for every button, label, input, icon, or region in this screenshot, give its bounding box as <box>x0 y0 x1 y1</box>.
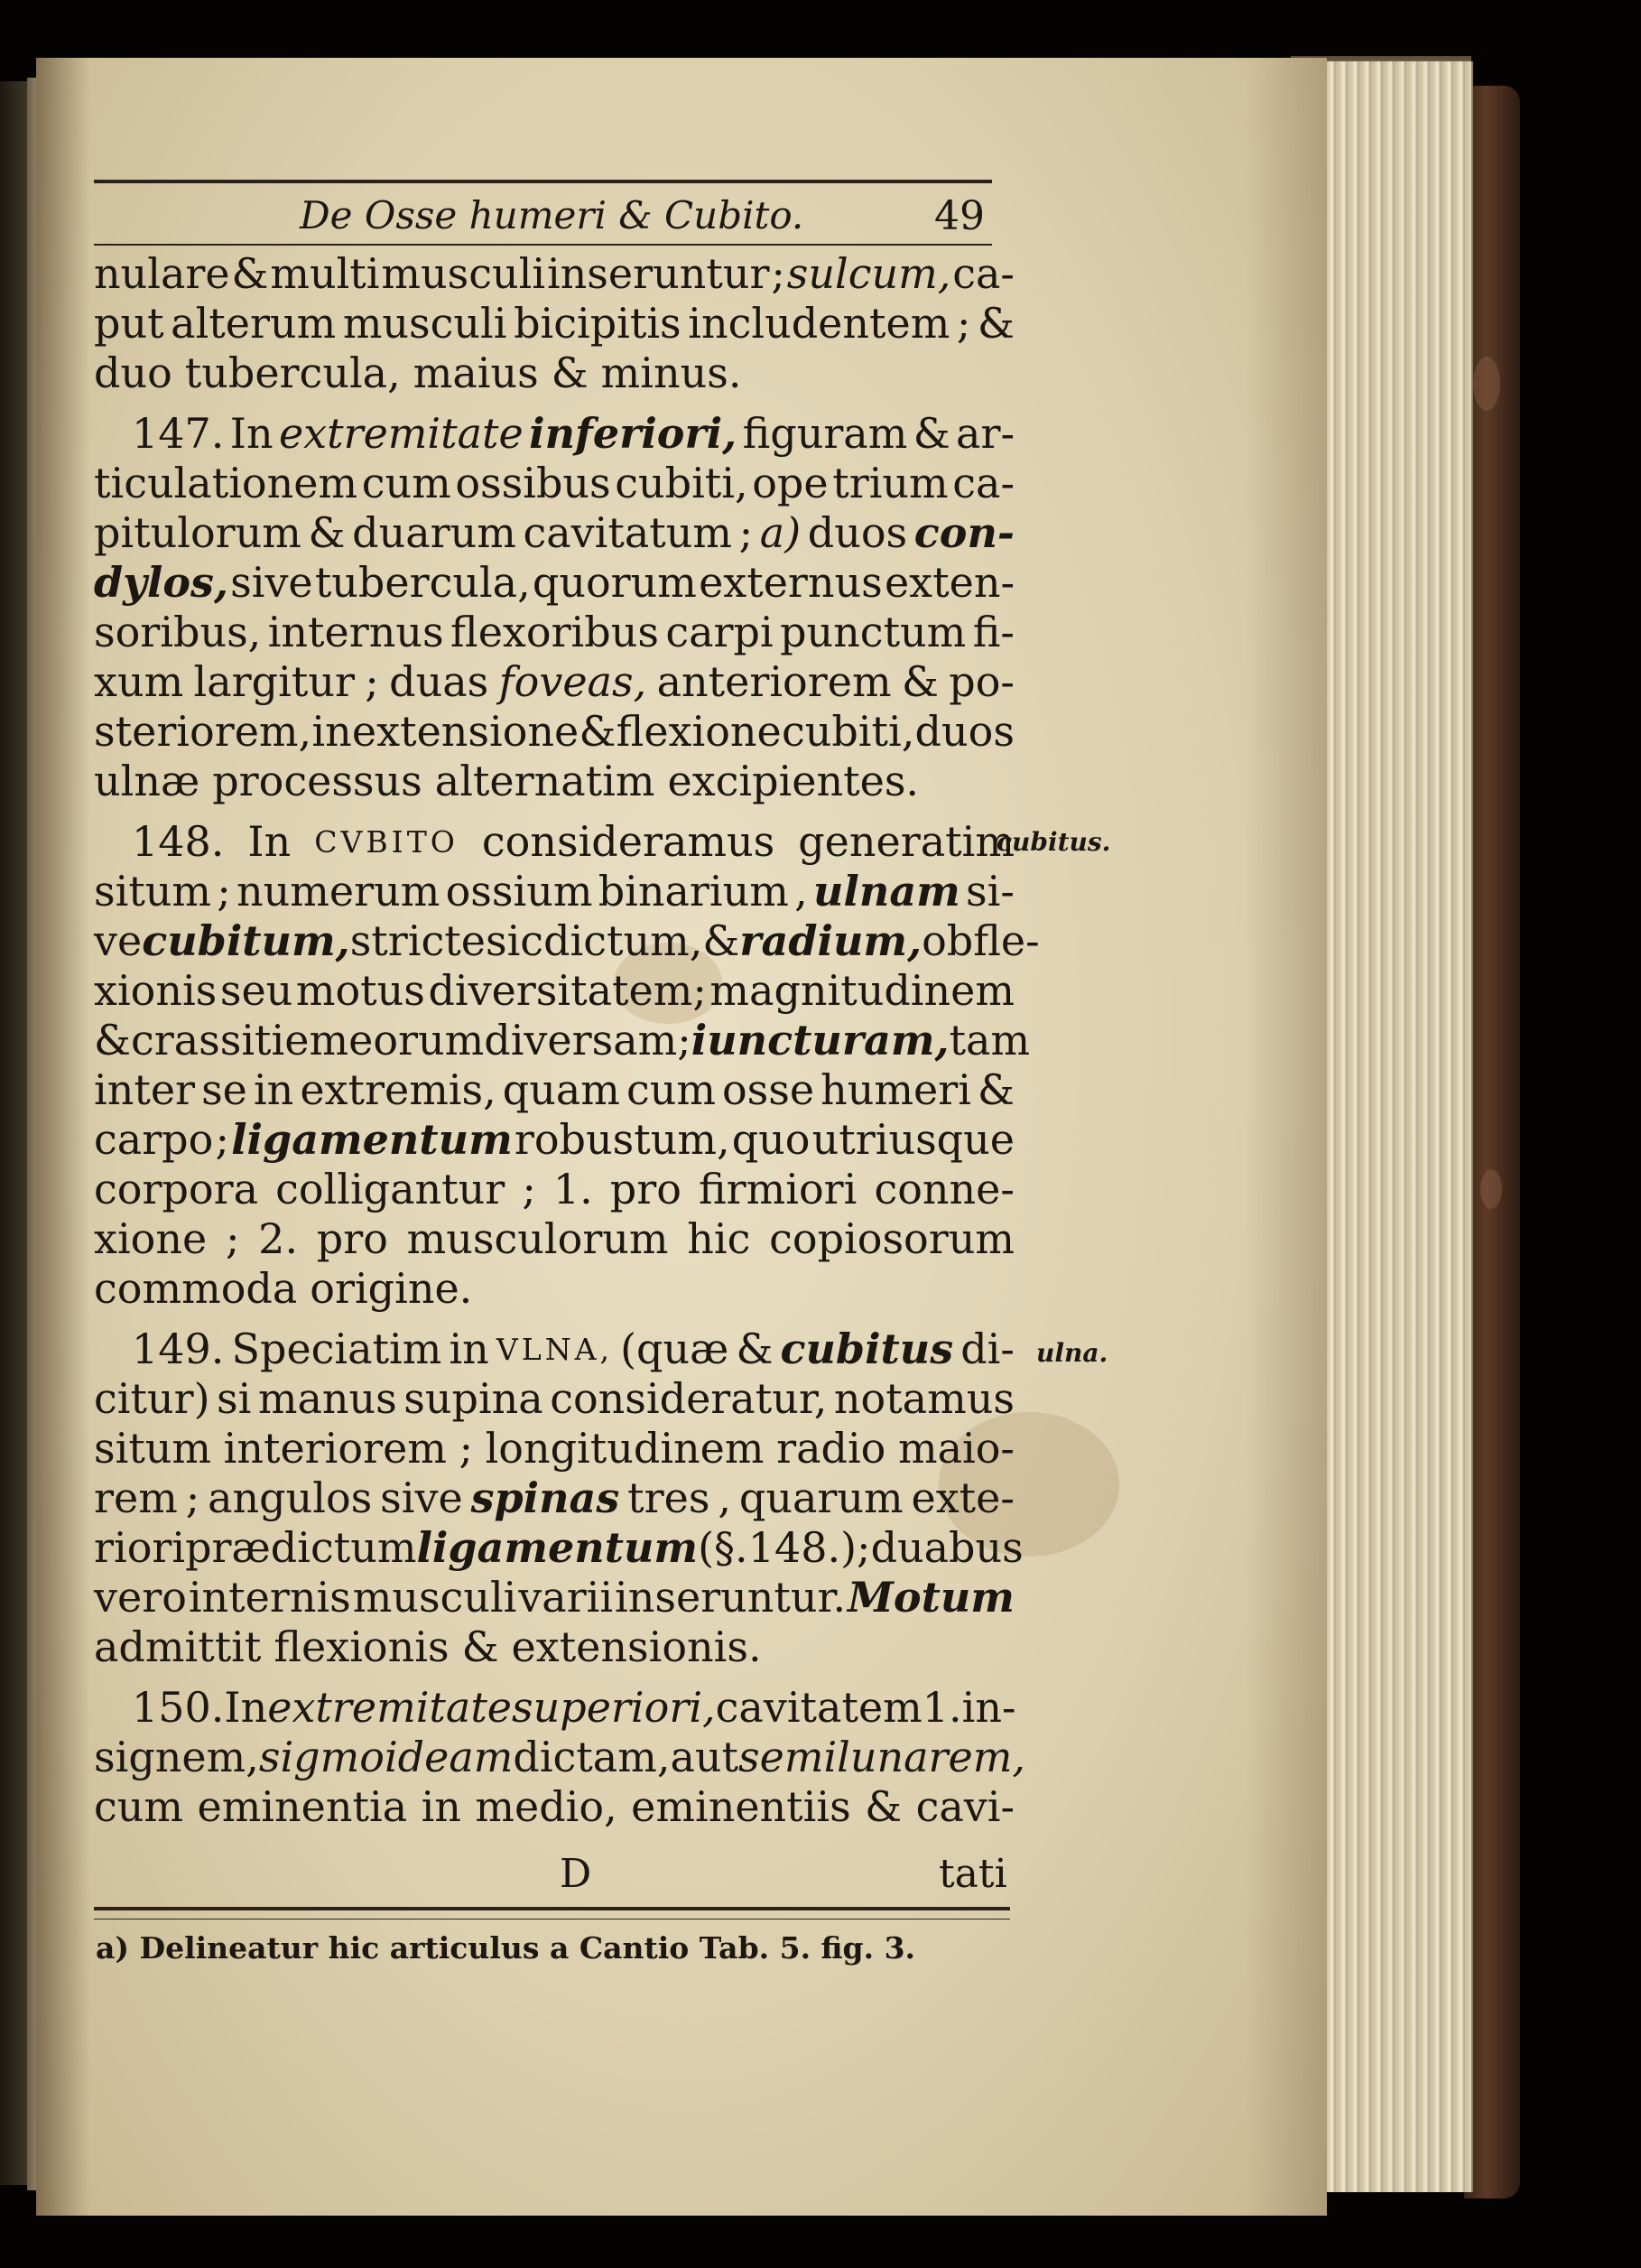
word: ); <box>840 1523 871 1572</box>
text-line <box>94 1523 1024 1573</box>
word: put <box>94 299 164 348</box>
word: multi <box>270 249 380 298</box>
page-curl-shadow <box>1246 58 1327 2216</box>
word: situm <box>94 1424 212 1473</box>
word: 147. <box>132 409 225 458</box>
word: si- <box>966 867 1015 916</box>
word: citur) <box>94 1374 210 1423</box>
word: & <box>579 707 617 756</box>
text-line <box>94 558 1015 608</box>
word: figuram <box>742 409 908 458</box>
paragraph-gap <box>94 1672 1015 1683</box>
text-line <box>94 1016 1031 1065</box>
header-rule <box>94 180 992 183</box>
word: 2. <box>258 1214 299 1263</box>
word: tubercula, <box>314 558 531 607</box>
word: duarum <box>352 508 516 557</box>
word: quarum <box>738 1473 904 1522</box>
word: pro <box>316 1214 388 1263</box>
word: & <box>231 249 269 298</box>
word: rem <box>94 1473 178 1522</box>
word: consideratur, <box>550 1374 828 1423</box>
word: ar- <box>956 409 1015 458</box>
word: aut <box>670 1733 738 1781</box>
word: commoda <box>94 1264 298 1313</box>
text-line <box>94 1622 1015 1672</box>
word: xum <box>94 657 184 706</box>
word: ; <box>459 1424 473 1473</box>
word: & <box>977 1065 1015 1114</box>
word: carpo <box>94 1115 214 1164</box>
word: & <box>461 1622 499 1671</box>
word: largitur <box>193 657 355 706</box>
word: eorum <box>348 1016 485 1064</box>
word: , <box>656 1733 671 1781</box>
word: duos <box>914 707 1015 756</box>
word: ossibus <box>455 459 611 507</box>
word: firmiori <box>698 1165 858 1213</box>
word: generatim <box>798 817 1015 866</box>
text-line <box>94 707 1015 757</box>
word: magnitudinem <box>709 966 1015 1015</box>
word: cum <box>626 1065 716 1114</box>
word: ve <box>94 916 143 965</box>
word: dictam <box>513 1733 657 1781</box>
text-line <box>94 1115 1015 1165</box>
footnote: a) Delineatur hic articulus a Cantio Tab. 5. fig. 3. <box>96 1930 916 1966</box>
word: tam <box>949 1016 1031 1064</box>
word: 1. <box>922 1683 962 1732</box>
word: longitudinem <box>485 1424 765 1473</box>
word: duabus <box>870 1523 1024 1572</box>
word: extremitate <box>267 1683 513 1732</box>
word: musculorum <box>406 1214 669 1263</box>
word: , <box>718 1473 731 1522</box>
word: ; <box>522 1165 536 1213</box>
margin-note-ulna: ulna. <box>1036 1338 1108 1368</box>
word: xionis <box>94 966 218 1015</box>
word: ; <box>217 867 231 916</box>
word: numerum <box>236 867 440 916</box>
word: & <box>977 299 1015 348</box>
word: si <box>217 1374 252 1423</box>
word: ulnam <box>812 867 960 916</box>
word: flexione <box>616 707 782 756</box>
word: prædictum <box>185 1523 417 1572</box>
gutter-shadow <box>36 58 90 2216</box>
text-line <box>94 299 1015 349</box>
word: dylos, <box>94 558 228 607</box>
word: stricte <box>349 916 486 965</box>
word: a) <box>759 508 802 557</box>
word: (quæ <box>620 1325 729 1373</box>
word: tubercula, <box>184 349 401 397</box>
word: In <box>224 1683 268 1732</box>
word: humeri <box>820 1065 971 1114</box>
word: di- <box>960 1325 1015 1373</box>
word: in <box>311 707 352 756</box>
text-line <box>94 608 1015 657</box>
word: ope <box>752 459 829 507</box>
word: ; <box>738 508 754 557</box>
word: inseruntur <box>546 249 770 298</box>
word: ticulationem <box>94 459 358 507</box>
word: cubitus <box>780 1325 954 1373</box>
word: admittit <box>94 1622 262 1671</box>
text-line <box>94 1424 1015 1473</box>
word: alternatim <box>434 757 655 805</box>
word: binarium <box>598 867 789 916</box>
text-line <box>94 757 1015 806</box>
word: radium, <box>739 916 922 965</box>
word: 149. <box>132 1325 225 1373</box>
word: cum <box>361 459 451 507</box>
word: con- <box>913 508 1015 557</box>
word: duo <box>94 349 172 397</box>
word: Motum <box>848 1573 1015 1622</box>
word: sive <box>230 558 313 607</box>
text-line <box>94 409 1015 459</box>
word: & <box>94 1016 131 1064</box>
word: se <box>201 1065 247 1114</box>
word: eminentiis <box>631 1782 851 1831</box>
word: Speciatim <box>231 1325 442 1373</box>
text-line <box>94 249 1015 299</box>
text-line <box>94 916 1040 966</box>
word: & <box>901 657 939 706</box>
word: extremis, <box>300 1065 496 1114</box>
word: varii <box>518 1573 614 1622</box>
word: copiosorum <box>769 1214 1015 1263</box>
text-line <box>94 1782 1015 1832</box>
text-line <box>94 1733 1026 1782</box>
text-line <box>94 508 1015 558</box>
word: manus <box>257 1374 397 1423</box>
word: utriusque <box>811 1115 1015 1164</box>
text-line <box>94 867 1015 916</box>
word: motus <box>295 966 425 1015</box>
header-underline <box>94 244 992 246</box>
word: in- <box>961 1683 1016 1732</box>
word: cavitatum <box>523 508 733 557</box>
word: ; <box>677 1016 691 1064</box>
word: punctum <box>780 608 967 656</box>
text-line <box>94 657 1015 707</box>
word: VLNA, <box>496 1332 614 1367</box>
word: bicipitis <box>514 299 681 348</box>
page-number: 49 <box>934 193 985 239</box>
word: seu <box>219 966 293 1015</box>
word: & <box>736 1325 774 1373</box>
word: internis <box>188 1573 351 1622</box>
word: quam <box>502 1065 620 1114</box>
word: processus <box>212 757 422 805</box>
word: ca- <box>952 459 1015 507</box>
word: exte- <box>911 1473 1015 1522</box>
word: foveas, <box>498 657 647 706</box>
word: supina <box>403 1374 543 1423</box>
cover-wear <box>1473 357 1500 411</box>
word: anteriorem <box>656 657 892 706</box>
word: quo <box>731 1115 811 1164</box>
word: situm <box>94 867 212 916</box>
word: pitulorum <box>94 508 301 557</box>
word: 148. <box>132 817 225 866</box>
word: ; <box>365 657 379 706</box>
word: vero <box>94 1573 187 1622</box>
footnote-rule <box>94 1907 1010 1910</box>
word: ; <box>185 1473 200 1522</box>
text-line <box>94 349 1015 398</box>
word: nulare <box>94 249 230 298</box>
word: in <box>421 1782 461 1831</box>
paragraph-gap <box>94 806 1015 817</box>
word: ca- <box>952 249 1015 298</box>
word: cubitum, <box>142 916 350 965</box>
word: flexionis <box>274 1622 450 1671</box>
word: interiorem <box>223 1424 447 1473</box>
text-line <box>94 966 1015 1016</box>
word: medio, <box>475 1782 617 1831</box>
word: ; <box>956 299 971 348</box>
text-line <box>94 817 1015 867</box>
word: diversitatem; <box>428 966 707 1015</box>
word: trium <box>832 459 949 507</box>
word: consideramus <box>481 817 775 866</box>
word: osse <box>721 1065 815 1114</box>
word: alterum <box>171 299 337 348</box>
word: musculi <box>342 299 507 348</box>
word: xione <box>94 1214 208 1263</box>
word: CVBITO <box>314 824 459 860</box>
word: externus <box>699 558 883 607</box>
word: duas <box>389 657 489 706</box>
text-line <box>94 459 1015 508</box>
margin-note-cubitus: cubitus. <box>997 827 1111 857</box>
paragraph-gap <box>94 1314 1015 1325</box>
word: cavi- <box>915 1782 1015 1831</box>
word: corpora <box>94 1165 259 1213</box>
word: crassitiem <box>130 1016 349 1064</box>
word: colligantur <box>275 1165 505 1213</box>
word: ; <box>225 1214 240 1263</box>
word: origine. <box>310 1264 473 1313</box>
word: includentem <box>688 299 950 348</box>
running-title: De Osse humeri & Cubito. <box>300 193 804 237</box>
word: ulnæ <box>94 757 200 805</box>
catchword: tati <box>939 1851 1007 1897</box>
signature-mark: D <box>560 1851 592 1897</box>
word: extensione <box>351 707 579 756</box>
body-text <box>94 249 1040 1832</box>
word: duos <box>807 508 908 557</box>
word: , <box>794 867 808 916</box>
word: steriorem, <box>94 707 312 756</box>
word: po- <box>949 657 1015 706</box>
word: quorum <box>532 558 697 607</box>
word: & <box>913 409 950 458</box>
word: ligamentum <box>416 1523 699 1572</box>
text-line <box>94 1374 1015 1424</box>
word: maius <box>413 349 539 397</box>
word: & <box>308 508 346 557</box>
word: inseruntur. <box>615 1573 847 1622</box>
word: 150. <box>132 1683 225 1732</box>
word: fle- <box>973 916 1040 965</box>
word: & <box>551 349 589 397</box>
word: ; <box>771 249 785 298</box>
word: flexoribus <box>450 608 659 656</box>
word: maio- <box>897 1424 1015 1473</box>
word: extremitate <box>278 409 524 458</box>
word: ; <box>215 1115 229 1164</box>
word: , <box>246 1733 259 1781</box>
word: minus. <box>600 349 742 397</box>
word: dictum, <box>543 916 703 965</box>
word: robustum, <box>514 1115 730 1164</box>
word: superiori, <box>512 1683 716 1732</box>
word: diversam <box>484 1016 678 1064</box>
word: cavitatem <box>715 1683 922 1732</box>
text-line <box>94 1473 1015 1523</box>
word: musculi <box>381 249 546 298</box>
word: In <box>247 817 292 866</box>
text-line <box>94 1214 1015 1264</box>
word: spinas <box>470 1473 620 1522</box>
word: exten- <box>884 558 1015 607</box>
word: 1. <box>552 1165 593 1213</box>
word: in <box>253 1065 294 1114</box>
word: & <box>865 1782 903 1831</box>
word: In <box>229 409 274 458</box>
word: angulos <box>208 1473 373 1522</box>
word: internus <box>267 608 444 656</box>
text-line <box>94 1065 1015 1115</box>
word: carpi <box>665 608 774 656</box>
paragraph-gap <box>94 398 1015 409</box>
text-line <box>94 1325 1015 1374</box>
text-line <box>94 1264 1015 1314</box>
word: ligamentum <box>231 1115 513 1164</box>
word: sive <box>380 1473 463 1522</box>
word: extensionis. <box>511 1622 762 1671</box>
word: sic <box>485 916 544 965</box>
word: notamus <box>833 1374 1015 1423</box>
word: inter <box>94 1065 196 1114</box>
word: excipientes. <box>667 757 920 805</box>
word: sulcum, <box>786 249 951 298</box>
word: cubiti, <box>615 459 748 507</box>
word: 148. <box>747 1523 841 1572</box>
cover-wear <box>1480 1169 1502 1209</box>
text-line <box>94 1165 1015 1214</box>
word: inferiori, <box>529 409 737 458</box>
text-line <box>94 1683 1015 1733</box>
word: & <box>702 916 740 965</box>
word: ob <box>922 916 974 965</box>
word: tres <box>627 1473 710 1522</box>
text-line <box>94 1573 1015 1622</box>
word: radio <box>776 1424 886 1473</box>
word: cubiti, <box>781 707 915 756</box>
word: cum <box>94 1782 184 1831</box>
word: sigmoideam <box>258 1733 514 1781</box>
word: ossium <box>445 867 593 916</box>
word: fi- <box>972 608 1015 656</box>
word: hic <box>687 1214 751 1263</box>
word: iuncturam, <box>691 1016 950 1064</box>
word: conne- <box>874 1165 1015 1213</box>
word: pro <box>609 1165 681 1213</box>
word: riori <box>94 1523 186 1572</box>
word: soribus, <box>94 608 262 656</box>
running-head <box>94 193 992 242</box>
word: musculi <box>352 1573 517 1622</box>
word: semilunarem, <box>738 1733 1026 1781</box>
word: eminentia <box>197 1782 408 1831</box>
word: signem <box>94 1733 246 1781</box>
word: (§. <box>698 1523 748 1572</box>
word: in <box>449 1325 489 1373</box>
